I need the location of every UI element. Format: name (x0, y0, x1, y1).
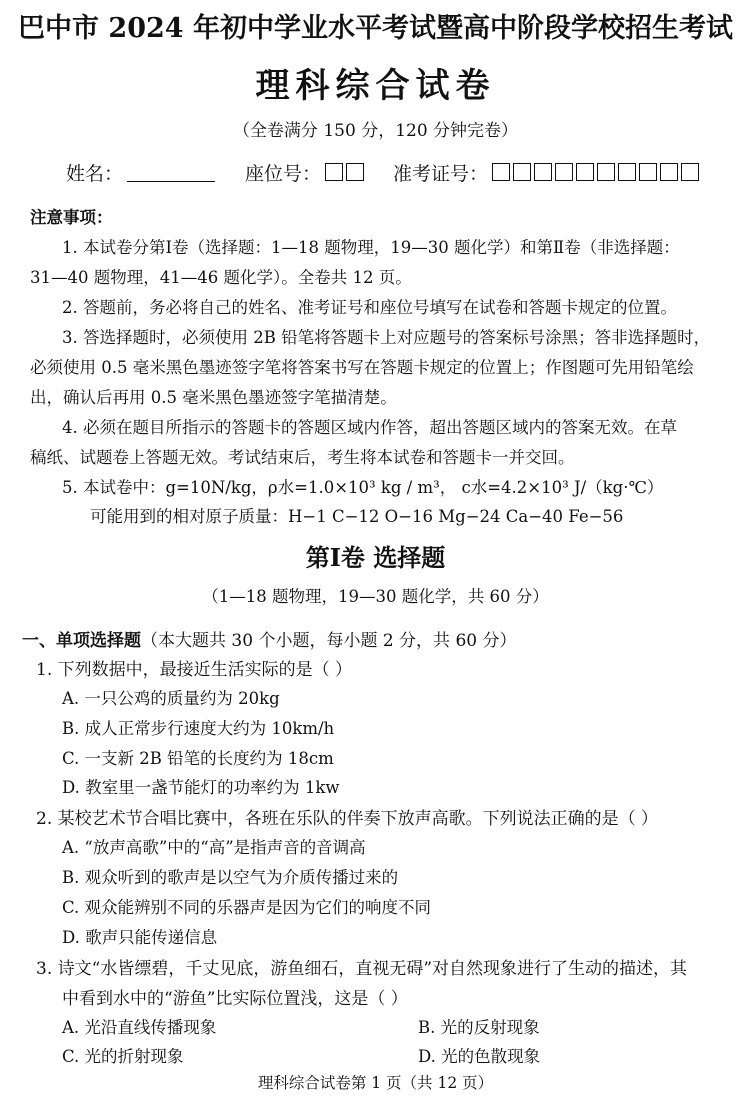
part-heading: 一、单项选择题 (22, 631, 141, 651)
question-option: C. 一支新 2B 铅笔的长度约为 18cm (62, 749, 334, 768)
paper-title: 理科综合试卷 (255, 66, 496, 106)
name-field (127, 163, 215, 182)
note-line: 2. 答题前，务必将自己的姓名、准考证号和座位号填写在试卷和答题卡规定的位置。 (62, 298, 677, 317)
part-description: （本大题共 30 个小题，每小题 2 分，共 60 分） (141, 631, 517, 651)
question-option: A. 光沿直线传播现象 (62, 1018, 217, 1037)
notes-heading: 注意事项： (30, 208, 113, 227)
candidate-fields (66, 157, 728, 187)
ticket-box (597, 163, 615, 181)
atomic-mass-line: 可能用到的相对原子质量：H−1 C−12 O−16 Mg−24 Ca−40 Fe−56 (90, 507, 624, 526)
exam-title: 巴中市 2024 年初中学业水平考试暨高中阶段学校招生考试 (18, 13, 733, 44)
question-option: B. 成人正常步行速度大约为 10km/h (62, 719, 335, 738)
note-line: 4. 必须在题目所指示的答题卡的答题区域内作答，超出答题区域内的答案无效。在草 (62, 418, 677, 437)
question-stem: 2. 某校艺术节合唱比赛中，各班在乐队的伴奏下放声高歌。下列说法正确的是（ ） (36, 809, 659, 829)
note-line: 必须使用 0.5 毫米黑色墨迹签字笔将答案书写在答题卡规定的位置上；作图题可先用铅笔绘 (30, 358, 694, 377)
note-line: 3. 答选择题时，必须使用 2B 铅笔将答题卡上对应题号的答案标号涂黑；答非选择题时， (62, 328, 711, 347)
seat-label: 座位号： (245, 162, 322, 185)
name-label: 姓名： (66, 162, 124, 185)
question-option: C. 光的折射现象 (62, 1047, 184, 1066)
ticket-label: 准考证号： (393, 162, 489, 185)
ticket-number-boxes (492, 163, 702, 181)
question-option: D. 教室里一盏节能灯的功率约为 1kw (62, 778, 340, 797)
note-line: 31—40 题物理，41—46 题化学）。全卷共 12 页。 (30, 268, 412, 287)
note-line: 出，确认后再用 0.5 毫米黑色墨迹签字笔描清楚。 (30, 388, 397, 407)
ticket-box (618, 163, 636, 181)
question-option: A. “放声高歌”中的“高”是指声音的音调高 (62, 838, 366, 857)
question-option: C. 观众能辨别不同的乐器声是因为它们的响度不同 (62, 898, 432, 917)
ticket-box (513, 163, 531, 181)
part-heading-row (22, 626, 517, 651)
question-option: A. 一只公鸡的质量约为 20kg (62, 689, 280, 708)
note-line: 1. 本试卷分第Ⅰ卷（选择题：1—18 题物理，19—30 题化学）和第Ⅱ卷（非选择题： (62, 238, 680, 257)
question-option: B. 光的反射现象 (418, 1018, 540, 1037)
ticket-box (681, 163, 699, 181)
score-time-note: （全卷满分 150 分，120 分钟完卷） (232, 121, 519, 141)
ticket-box (492, 163, 510, 181)
ticket-box (639, 163, 657, 181)
seat-box (325, 163, 343, 181)
seat-box (346, 163, 364, 181)
ticket-box (555, 163, 573, 181)
question-option: B. 观众听到的歌声是以空气为介质传播过来的 (62, 868, 399, 887)
ticket-box (534, 163, 552, 181)
seat-number-boxes (325, 163, 367, 181)
section-title: 第Ⅰ卷 选择题 (305, 543, 446, 572)
question-option: D. 光的色散现象 (418, 1047, 541, 1066)
question-stem: 中看到水中的“游鱼”比实际位置浅，这是（ ） (62, 989, 408, 1009)
question-stem: 3. 诗文“水皆缥碧，千丈见底，游鱼细石，直视无碍”对自然现象进行了生动的描述，其 (36, 959, 688, 979)
note-line: 稿纸、试题卷上答题无效。考试结束后，考生将本试卷和答题卡一并交回。 (30, 448, 575, 467)
section-subtitle: （1—18 题物理，19—30 题化学，共 60 分） (202, 587, 549, 606)
question-stem: 1. 下列数据中，最接近生活实际的是（ ） (36, 660, 353, 680)
question-option: D. 歌声只能传递信息 (62, 928, 218, 947)
ticket-box (576, 163, 594, 181)
note-line: 5. 本试卷中：g=10N/kg，ρ水=1.0×10³ kg / m³， c水=4.2×10³ J/（kg·℃） (62, 478, 664, 497)
page-footer: 理科综合试卷第 1 页（共 12 页） (257, 1074, 494, 1092)
ticket-box (660, 163, 678, 181)
